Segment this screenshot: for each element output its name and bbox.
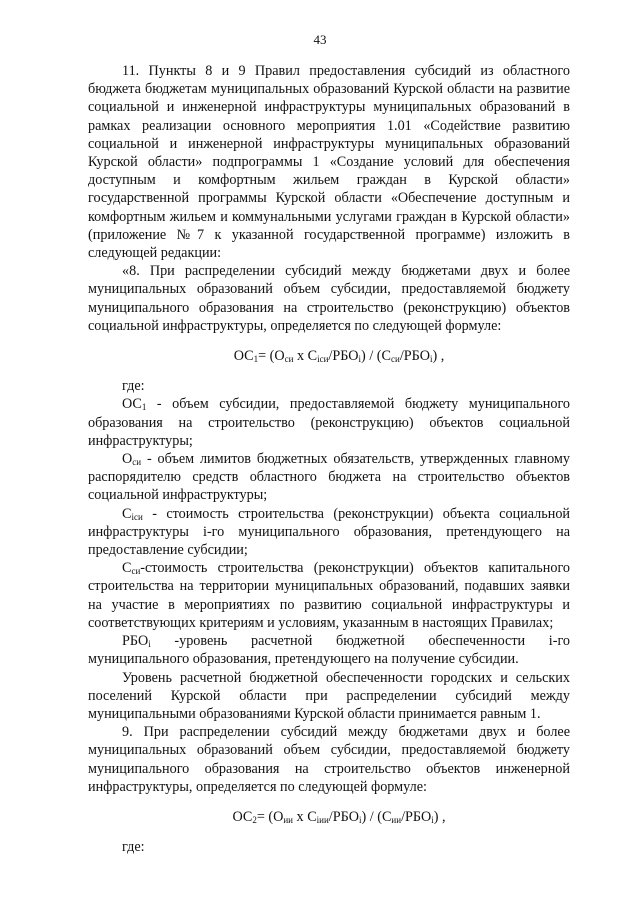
formula-os1: $ОС_1= (О_{си}$ x $С_{iси}/РБО_i) / (С_{си}/РБО_i)$ ,: [233, 348, 445, 365]
document-body: [88, 62, 570, 856]
definition-os1: $ОС_1$ - объем субсидии, предоставляемой бюджету муниципального образования на строительство (реконструкцию) объектов социальной инфраструктуры;: [88, 396, 571, 449]
definition-csi: $С_{си}$-стоимость строительства (реконструкции) объектов капитального строительства на территории муниципальных образований, подавших заявки на участие в мероприятиях по развитию социальной инфраструктуры и соответствующих критериям и условиям, указанным в настоящих Правилах;: [88, 560, 570, 631]
definition-osi: $О_{си}$ - объем лимитов бюджетных обязательств, утвержденных главному распорядителю средств областного бюджета на строительство объектов социальной инфраструктуры;: [88, 451, 571, 504]
where-label-2: где:: [122, 839, 145, 856]
where-label: где:: [122, 378, 145, 395]
definition-rbo: $РБО_i$ -уровень расчетной бюджетной обеспеченности i-го муниципального образования, претендующего на получение субсидии.: [88, 633, 571, 668]
page-number: 43: [313, 32, 327, 47]
paragraph-item-9: 9. При распределении субсидий между бюджетами двух и более муниципальных образований объем субсидии, предоставляемой бюджету муниципального образования на строительство объектов инженерной инфраструктуры, определяется по следующей формуле:: [88, 724, 570, 795]
formula-os2: $ОС_2= (О_{ии}$ x $С_{iии}/РБО_i) / (С_{ии}/РБО_i)$ ,: [232, 808, 446, 825]
paragraph-item-8: «8. При распределении субсидий между бюджетами двух и более муниципальных образований объем субсидии, предоставляемой бюджету муниципального образования на строительство (реконструкцию) объектов социальной инфраструктуры, определяется по следующей формуле:: [88, 263, 570, 334]
paragraph-level: Уровень расчетной бюджетной обеспеченности городских и сельских поселений Курской области при распределении субсидий между муниципальными образованиями Курской области принимается равным 1.: [88, 669, 570, 722]
definition-cisi: $С_{iси}$ - стоимость строительства (реконструкции) объекта социальной инфраструктуры i-го муниципального образования, претендующего на предоставление субсидии;: [88, 505, 570, 559]
paragraph-item-11: 11. Пункты 8 и 9 Правил предоставления субсидий из областного бюджета бюджетам муниципальных образований Курской области на развитие социальной и инженерной инфраструктуры муниципальных образований в рамках реализации основного мероприятия 1.01 «Содействие развитию социальной и инженерной инфраструктуры муниципальных образований Курской области» подпрограммы 1 «Создание условий для обеспечения доступным и комфортным жильем граждан в Курской области» государственной программы Курской области «Обеспечение доступным и комфортным жильем и коммунальными услугами граждан в Курской области» (приложение №7 к указанной государственной программе) изложить в следующей редакции:: [88, 63, 570, 262]
